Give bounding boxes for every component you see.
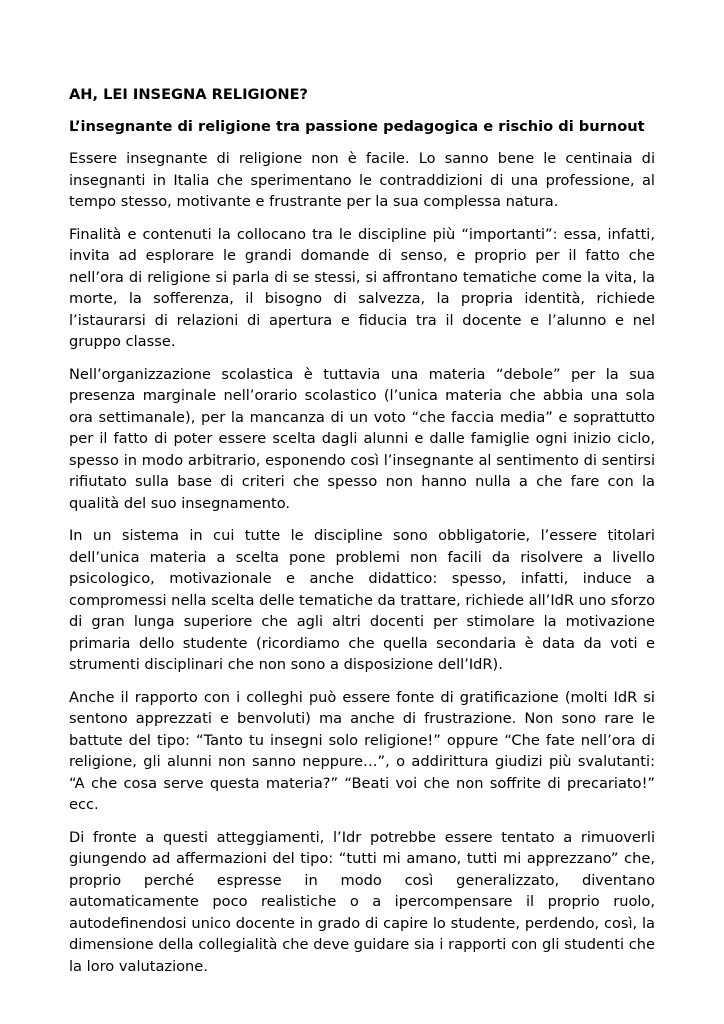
paragraph-6: Di fronte a questi atteggiamenti, l’Idr potrebbe essere tentato a rimuoverli giungendo ad affermazioni del tipo: “tutti mi amano, tutti mi apprezzano” che, proprio perché espresse in modo così generalizzato, diventano automaticamente poco realistiche o a ipercompensare il proprio ruolo, autodefinendosi unico docente in grado di capire lo studente, perdendo, così, la dimensione della collegialità che deve guidare sia i rapporti con gli studenti che la loro valutazione.: [69, 828, 655, 975]
paragraph-2: Finalità e contenuti la collocano tra le discipline più “importanti”: essa, infatti, invita ad esplorare le grandi domande di senso, e proprio per il fatto che nell’ora di religione si parla di se stessi, si affrontano tematiche come la vita, la morte, la sofferenza, il bisogno di salvezza, la propria identità, richiede l’istaurarsi di relazioni di apertura e fiducia tra il docente e l’alunno e nel gruppo classe.: [69, 225, 655, 350]
paragraph-3: Nell’organizzazione scolastica è tuttavia una materia “debole” per la sua presenza marginale nell’orario scolastico (l’unica materia che abbia una sola ora settimanale), per la mancanza di un voto “che faccia media” e soprattutto per il fatto di poter essere scelta dagli alunni e dalle famiglie ogni inizio ciclo, spesso in modo arbitrario, esponendo così l’insegnante al sentimento di sentirsi rifiutato sulla base di criteri che spesso non hanno nulla a che fare con la qualità del suo insegnamento.: [69, 365, 655, 512]
paragraph-1: Essere insegnante di religione non è facile. Lo sanno bene le centinaia di insegnanti in Italia che sperimentano le contraddizioni di una professione, al tempo stesso, motivante e frustrante per la sua complessa natura.: [69, 150, 655, 210]
paragraph-5: Anche il rapporto con i colleghi può essere fonte di gratificazione (molti IdR si sentono apprezzati e benvoluti) ma anche di frustrazione. Non sono rare le battute del tipo: “Tanto tu insegni solo religione!” oppure “Che fate nell’ora di religione, gli alunni non sanno neppure…”, o addirittura giudizi più svalutanti: “A che cosa serve questa materia?” “Beati voi che non soffrite di precariato!” ecc.: [69, 688, 655, 813]
document-page: [69, 84, 655, 988]
paragraph-4: In un sistema in cui tutte le discipline sono obbligatorie, l’essere titolari dell’unica materia a scelta pone problemi non facili da risolvere a livello psicologico, motivazionale e anche didattico: spesso, infatti, induce a compromessi nella scelta delle tematiche da trattare, richiede all’IdR uno sforzo di gran lunga superiore che agli altri docenti per stimolare la motivazione primaria dello studente (ricordiamo che quella secondaria è data da voti e strumenti disciplinari che non sono a disposizione dell’IdR).: [69, 527, 655, 673]
document-subtitle: L’insegnante di religione tra passione pedagogica e rischio di burnout: [69, 118, 645, 135]
document-title: AH, LEI INSEGNA RELIGIONE?: [69, 86, 309, 103]
